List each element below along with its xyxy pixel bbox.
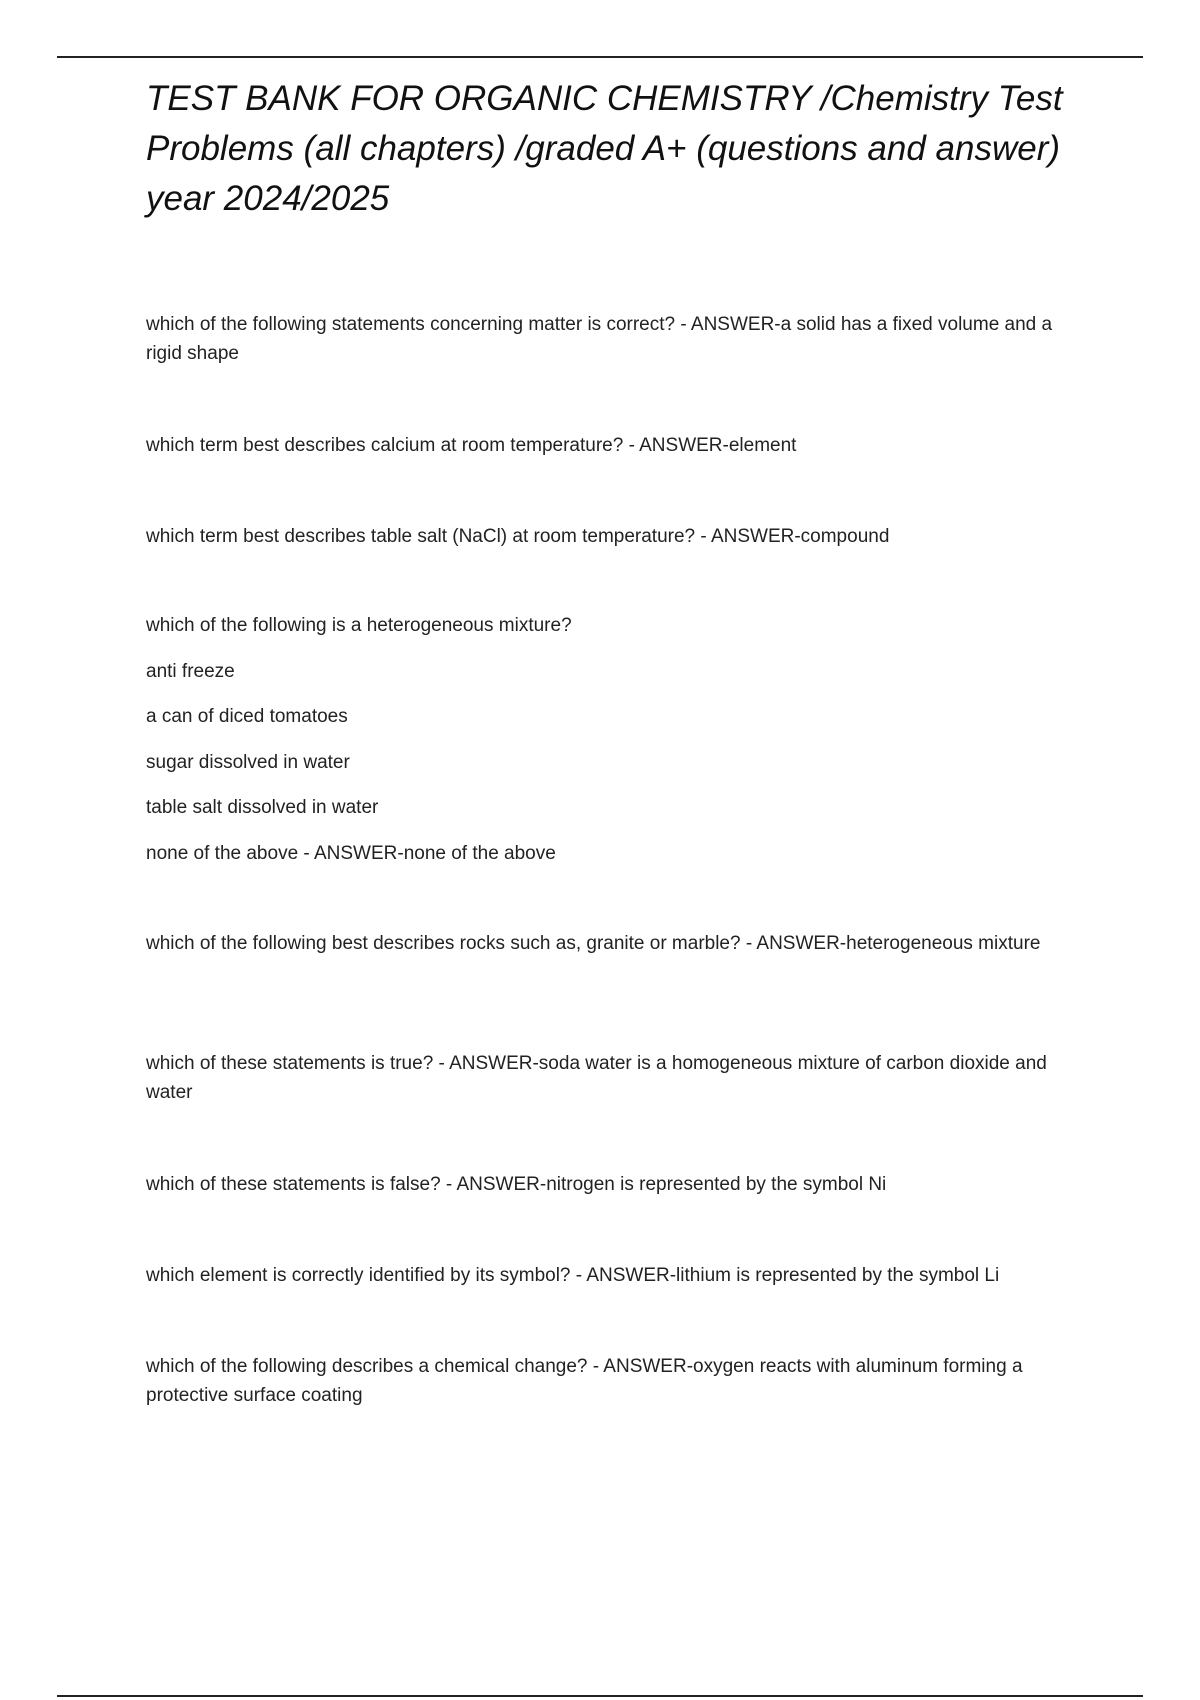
bottom-divider	[57, 1695, 1143, 1697]
mixture-option: anti freeze	[146, 661, 235, 682]
qa-item: which term best describes table salt (NaCl) at room temperature? - ANSWER-compound	[146, 526, 890, 547]
qa-item: which of these statements is false? - ANSWER-nitrogen is represented by the symbol Ni	[146, 1174, 887, 1195]
mixture-option: table salt dissolved in water	[146, 797, 379, 818]
document-title: TEST BANK FOR ORGANIC CHEMISTRY /Chemistry Test Problems (all chapters) /graded A+ (questions and answer) year 2024/2025	[146, 79, 1063, 218]
qa-item: which element is correctly identified by its symbol? - ANSWER-lithium is represented by the symbol Li	[146, 1265, 1000, 1286]
qa-item: which of the following describes a chemical change? - ANSWER-oxygen reacts with aluminum forming a protective surface coating	[146, 1356, 1023, 1406]
qa-item: which of the following statements concerning matter is correct? - ANSWER-a solid has a fixed volume and a rigid shape	[146, 314, 1053, 364]
qa-item: which of the following best describes rocks such as, granite or marble? - ANSWER-heterogeneous mixture	[146, 933, 1041, 954]
mixture-option: a can of diced tomatoes	[146, 706, 348, 727]
qa-item: which term best describes calcium at room temperature? - ANSWER-element	[146, 435, 797, 456]
qa-item: which of these statements is true? - ANSWER-soda water is a homogeneous mixture of carbon dioxide and water	[146, 1053, 1047, 1103]
mixture-option: sugar dissolved in water	[146, 752, 350, 773]
top-divider	[57, 56, 1143, 58]
mixture-question: which of the following is a heterogeneous mixture?	[146, 615, 572, 636]
mixture-option: none of the above - ANSWER-none of the above	[146, 843, 556, 864]
